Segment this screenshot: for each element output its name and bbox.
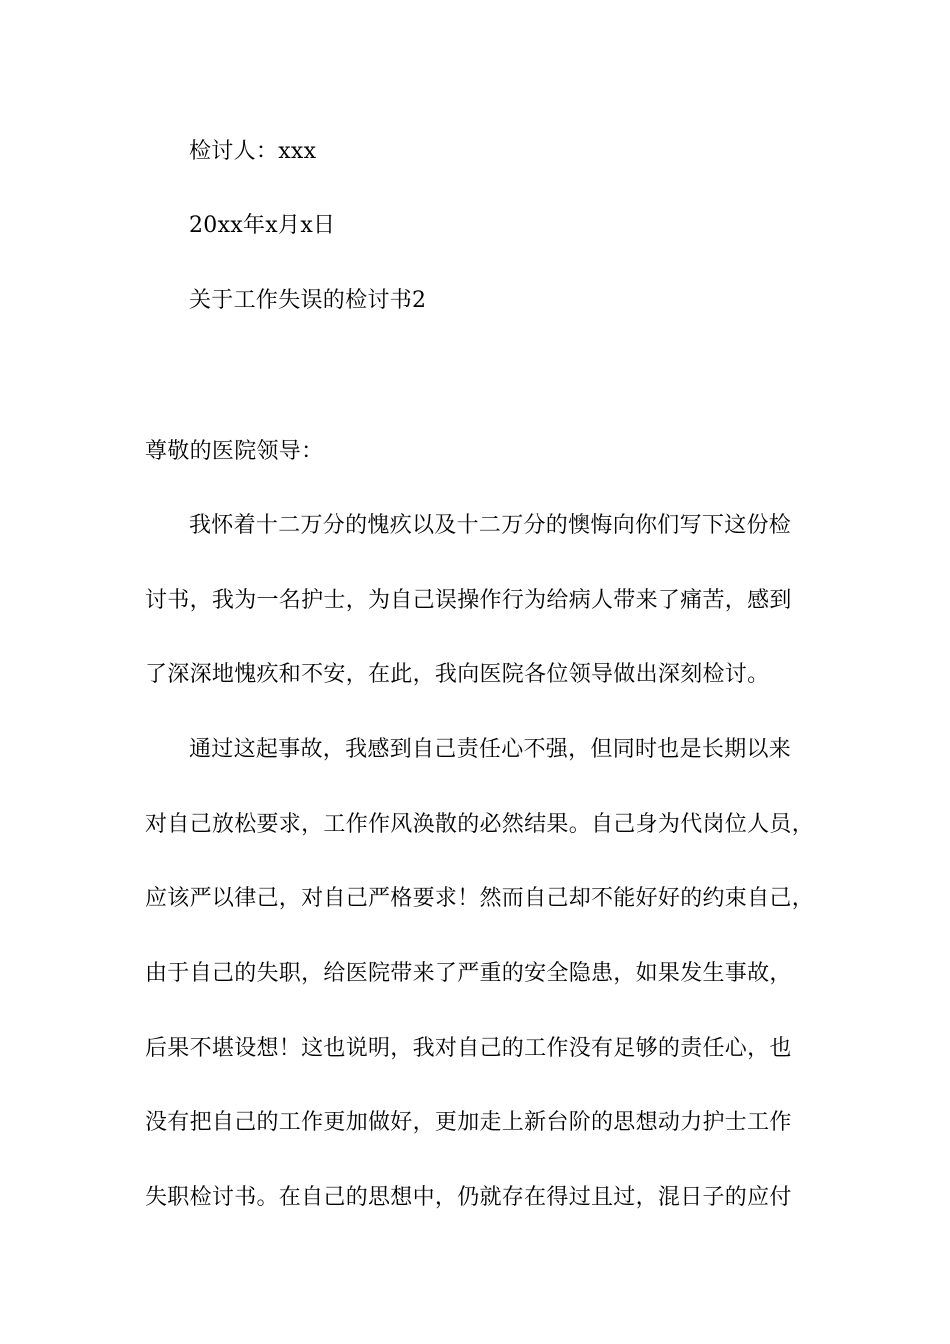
paragraph-line: 应该严以律己，对自己严格要求！然而自己却不能好好的约束自己， [145,886,815,911]
date-line: 20xx年x月x日 [189,213,336,238]
document-heading: 关于工作失误的检讨书2 [189,288,427,313]
paragraph-line: 后果不堪设想！这也说明，我对自己的工作没有足够的责任心，也 [145,1036,792,1061]
paragraph-line: 通过这起事故，我感到自己责任心不强，但同时也是长期以来 [189,737,792,762]
paragraph-line: 我怀着十二万分的愧疚以及十二万分的懊悔向你们写下这份检 [189,513,792,538]
paragraph-line: 失职检讨书。在自己的思想中，仍就存在得过且过，混日子的应付 [145,1185,792,1210]
paragraph-line: 对自己放松要求，工作作风涣散的必然结果。自己身为代岗位人员， [145,812,815,837]
paragraph-line: 了深深地愧疚和不安，在此，我向医院各位领导做出深刻检讨。 [145,662,770,687]
paragraph-line: 由于自己的失职，给医院带来了严重的安全隐患，如果发生事故， [145,961,792,986]
signature-line: 检讨人：xxx [189,139,317,164]
salutation: 尊敬的医院领导： [145,439,324,464]
paragraph-line: 讨书，我为一名护士，为自己误操作行为给病人带来了痛苦，感到 [145,588,792,613]
paragraph-line: 没有把自己的工作更加做好，更加走上新台阶的思想动力护士工作 [145,1110,792,1135]
